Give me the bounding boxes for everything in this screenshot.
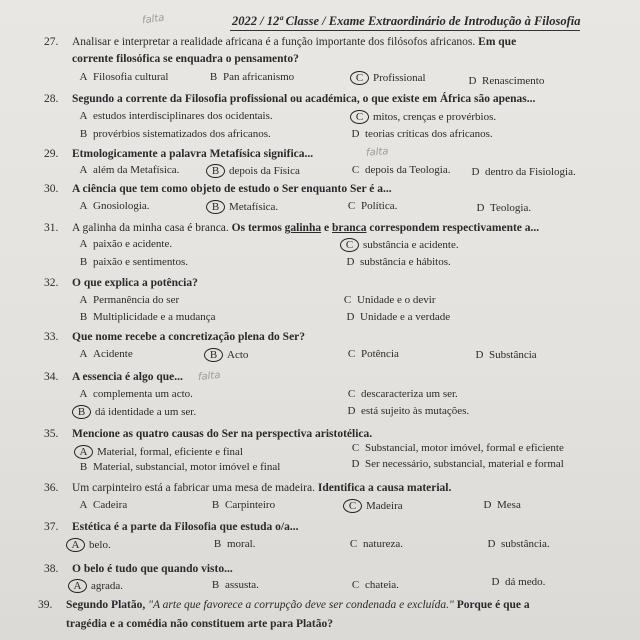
answer-option-a[interactable] [78, 388, 193, 400]
option-letter: D [346, 311, 355, 323]
question-number: 37. [44, 521, 59, 533]
option-text: belo. [89, 539, 111, 551]
option-letter: D [475, 349, 484, 361]
answer-option-b[interactable] [78, 311, 215, 323]
option-text: substância e acidente. [363, 239, 459, 251]
answer-option-d[interactable] [490, 576, 545, 588]
option-text: Unidade e a verdade [360, 311, 451, 323]
answer-option-c[interactable] [350, 71, 426, 85]
option-text: Madeira [366, 500, 403, 512]
option-letter: D [471, 166, 480, 178]
answer-option-b[interactable] [204, 348, 248, 362]
circled-answer-letter: B [72, 405, 91, 419]
option-text: dá medo. [505, 576, 546, 588]
answer-option-d[interactable] [474, 349, 537, 361]
answer-option-c[interactable] [346, 388, 458, 400]
option-letter: A [79, 238, 88, 250]
answer-option-a[interactable] [66, 538, 111, 552]
answer-option-d[interactable] [467, 75, 544, 87]
answer-option-d[interactable] [346, 405, 469, 417]
option-letter: D [483, 499, 492, 511]
question-text: tragédia e a comédia não constituem arte para Platão? [66, 618, 334, 630]
circled-answer-letter: B [206, 200, 225, 214]
option-text: além da Metafísica. [93, 164, 180, 176]
answer-option-a[interactable] [68, 579, 123, 593]
option-text: Material, formal, eficiente e final [97, 446, 243, 458]
option-letter: B [79, 461, 88, 473]
option-text: Metafísica. [229, 201, 279, 213]
option-text: assusta. [225, 579, 259, 591]
option-text: Acto [227, 349, 249, 361]
answer-option-c[interactable] [348, 538, 403, 550]
answer-option-a[interactable] [74, 445, 243, 459]
question-text: Que nome recebe a concretização plena do Ser? [72, 331, 306, 343]
option-letter: C [351, 579, 360, 591]
option-letter: B [211, 579, 220, 591]
option-text: Substancial, motor imóvel, formal e eficiente [365, 442, 564, 454]
circled-answer-letter: B [206, 164, 225, 178]
option-letter: C [347, 200, 356, 212]
answer-option-c[interactable] [350, 164, 450, 176]
option-letter: A [79, 348, 88, 360]
exam-header: 2022 / 12ª Classe / Exame Extraordinário de Introdução à Filosofia [232, 14, 581, 28]
option-text: substância. [501, 538, 550, 550]
option-text: Filosofia cultural [93, 71, 169, 83]
answer-option-d[interactable] [486, 538, 550, 550]
answer-option-c[interactable] [350, 442, 564, 454]
option-text: moral. [227, 538, 256, 550]
answer-option-a[interactable] [78, 200, 150, 212]
answer-option-a[interactable] [78, 294, 179, 306]
option-text: Cadeira [93, 499, 128, 511]
question-number: 32. [44, 277, 59, 289]
circled-answer-letter: B [204, 348, 223, 362]
option-text: depois da Física [229, 165, 300, 177]
answer-option-c[interactable] [350, 579, 399, 591]
option-letter: C [343, 294, 352, 306]
circled-answer-letter: C [343, 499, 362, 513]
question-number: 30. [44, 183, 59, 195]
option-letter: C [347, 348, 356, 360]
option-text: agrada. [91, 580, 124, 592]
option-text: dentro da Fisiologia. [485, 166, 576, 178]
question-number: 29. [44, 148, 59, 160]
question-text: Um carpinteiro está a fabricar uma mesa de madeira. Identifica a causa material. [72, 482, 452, 494]
option-letter: D [347, 405, 356, 417]
circled-answer-letter: C [340, 238, 359, 252]
answer-option-b[interactable] [206, 200, 278, 214]
option-letter: B [79, 128, 88, 140]
option-letter: A [79, 499, 88, 511]
option-text: Mesa [497, 499, 521, 511]
answer-option-a[interactable] [78, 348, 133, 360]
question-number: 39. [38, 599, 53, 611]
option-letter: C [347, 388, 356, 400]
option-letter: D [351, 458, 360, 470]
question-number: 28. [44, 93, 59, 105]
answer-option-b[interactable] [78, 461, 280, 473]
question-number: 35. [44, 428, 59, 440]
option-letter: D [491, 576, 500, 588]
circled-answer-letter: A [74, 445, 93, 459]
option-letter: B [211, 499, 220, 511]
margin-note: falta [197, 369, 221, 384]
option-text: Carpinteiro [225, 499, 276, 511]
answer-option-b[interactable] [210, 499, 275, 511]
question-number: 34. [44, 371, 59, 383]
answer-option-a[interactable] [78, 110, 273, 122]
answer-option-c[interactable] [346, 348, 399, 360]
answer-option-a[interactable] [78, 238, 172, 250]
question-text: corrente filosófica se enquadra o pensamento? [72, 53, 299, 65]
option-text: Renascimento [482, 75, 545, 87]
option-text: depois da Teologia. [365, 164, 451, 176]
option-letter: D [487, 538, 496, 550]
answer-option-d[interactable] [345, 256, 451, 268]
option-letter: C [351, 442, 360, 454]
option-text: complementa um acto. [93, 388, 193, 400]
question-text: A galinha da minha casa é branca. Os termos galinha e branca correspondem respectivamente a... [72, 222, 540, 234]
margin-note: falta [141, 12, 166, 27]
question-text: Estética é a parte da Filosofia que estuda o/a... [72, 521, 299, 533]
answer-option-c[interactable] [346, 200, 397, 212]
answer-option-c[interactable] [342, 294, 436, 306]
option-letter: C [349, 538, 358, 550]
answer-option-d[interactable] [345, 311, 450, 323]
option-text: substância e hábitos. [360, 256, 451, 268]
answer-option-b[interactable] [78, 128, 271, 140]
option-text: Acidente [93, 348, 133, 360]
question-text: Mencione as quatro causas do Ser na perspectiva aristotélica. [72, 428, 373, 440]
option-letter: D [476, 202, 485, 214]
answer-option-b[interactable] [212, 538, 255, 550]
answer-option-b[interactable] [78, 256, 188, 268]
question-number: 38. [44, 563, 59, 575]
question-number: 36. [44, 482, 59, 494]
option-text: Política. [361, 200, 398, 212]
option-letter: D [351, 128, 360, 140]
option-letter: A [79, 294, 88, 306]
answer-option-c[interactable] [350, 110, 496, 124]
question-number: 27. [44, 36, 59, 48]
option-letter: B [79, 311, 88, 323]
question-text: A ciência que tem como objeto de estudo o Ser enquanto Ser é a... [72, 183, 392, 195]
option-letter: A [79, 110, 88, 122]
answer-option-d[interactable] [475, 202, 531, 214]
option-text: Permanência do ser [93, 294, 180, 306]
answer-option-a[interactable] [78, 71, 168, 83]
option-text: teorias críticas dos africanos. [365, 128, 493, 140]
answer-option-b[interactable] [210, 579, 259, 591]
option-letter: A [79, 71, 88, 83]
answer-option-a[interactable] [78, 499, 127, 511]
question-text: Etmologicamente a palavra Metafísica significa... [72, 148, 314, 160]
answer-option-b[interactable] [206, 164, 300, 178]
option-text: Material, substancial, motor imóvel e final [93, 461, 281, 473]
answer-option-d[interactable] [350, 458, 564, 470]
question-text: O belo é tudo que quando visto... [72, 563, 233, 575]
margin-note: falta [365, 146, 389, 159]
question-text: Segundo Platão, "A arte que favorece a corrupção deve ser condenada e excluída." Porque é que a [66, 599, 530, 611]
circled-answer-letter: C [350, 71, 369, 85]
option-text: paixão e acidente. [93, 238, 173, 250]
option-text: Ser necessário, substancial, material e formal [365, 458, 564, 470]
question-text: A essencia é algo que... [72, 371, 183, 383]
option-text: mitos, crenças e provérbios. [373, 111, 497, 123]
option-text: natureza. [363, 538, 403, 550]
option-text: Multiplicidade e a mudança [93, 311, 216, 323]
answer-option-c[interactable] [343, 499, 403, 513]
question-number: 31. [44, 222, 59, 234]
answer-option-b[interactable] [72, 405, 196, 419]
option-text: Unidade e o devir [357, 294, 436, 306]
option-text: chateia. [365, 579, 399, 591]
option-text: Profissional [373, 72, 426, 84]
question-text: Analisar e interpretar a realidade africana é a função importante dos filósofos africanos. Em que [72, 36, 517, 48]
option-letter: B [79, 256, 88, 268]
option-text: paixão e sentimentos. [93, 256, 189, 268]
answer-option-a[interactable] [78, 164, 179, 176]
header-rule [230, 30, 580, 31]
question-text: Segundo a corrente da Filosofia profissional ou académica, o que existe em África são apenas... [72, 93, 536, 105]
option-letter: A [79, 388, 88, 400]
option-text: descaracteriza um ser. [361, 388, 458, 400]
option-text: dá identidade a um ser. [95, 406, 197, 418]
option-text: Teologia. [490, 202, 532, 214]
circled-answer-letter: C [350, 110, 369, 124]
answer-option-d[interactable] [350, 128, 493, 140]
option-letter: A [79, 200, 88, 212]
option-text: Potência [361, 348, 399, 360]
answer-option-b[interactable] [208, 71, 294, 83]
answer-option-d[interactable] [482, 499, 521, 511]
option-text: está sujeito às mutações. [361, 405, 470, 417]
circled-answer-letter: A [68, 579, 87, 593]
option-letter: C [351, 164, 360, 176]
option-letter: A [79, 164, 88, 176]
option-letter: D [346, 256, 355, 268]
option-text: Gnosiologia. [93, 200, 150, 212]
option-letter: D [468, 75, 477, 87]
option-text: Pan africanismo [223, 71, 295, 83]
option-letter: B [213, 538, 222, 550]
answer-option-d[interactable] [470, 166, 576, 178]
circled-answer-letter: A [66, 538, 85, 552]
option-text: estudos interdisciplinares dos ocidentais. [93, 110, 273, 122]
option-text: provérbios sistematizados dos africanos. [93, 128, 271, 140]
question-text: O que explica a potência? [72, 277, 198, 289]
option-text: Substância [489, 349, 537, 361]
question-number: 33. [44, 331, 59, 343]
option-letter: B [209, 71, 218, 83]
answer-option-c[interactable] [340, 238, 459, 252]
